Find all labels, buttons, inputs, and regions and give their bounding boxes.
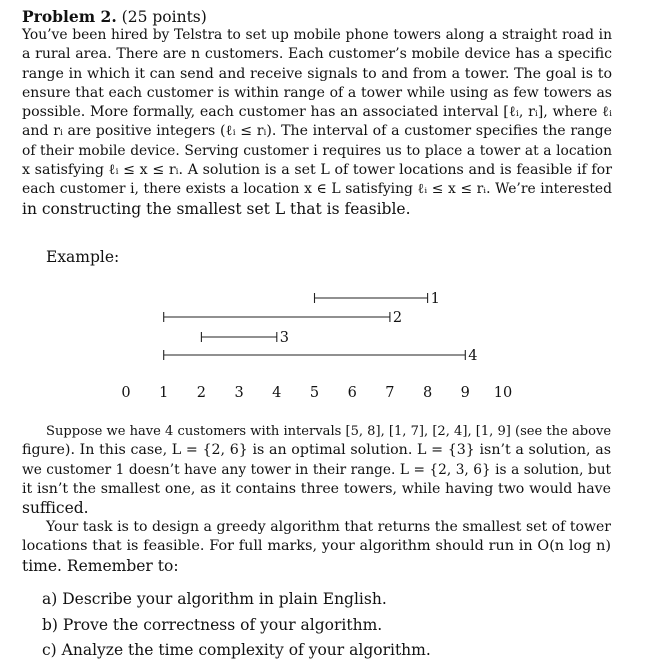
task-line: time. Remember to: (22, 556, 179, 575)
task-paragraph (22, 518, 611, 576)
axis-tick-label: 2 (196, 385, 207, 401)
example-label: Example: (46, 248, 120, 266)
intro-line: in constructing the smallest set L that is feasible. (22, 199, 411, 218)
interval-label: 2 (392, 310, 403, 326)
interval-figure (0, 280, 672, 405)
axis-tick-label: 7 (385, 385, 395, 401)
intro-line: a rural area. There are n customers. Each customer’s mobile device has a specific (22, 46, 612, 63)
task-item: a) Describe your algorithm in plain English. (42, 590, 387, 608)
intro-line: of their mobile device. Serving customer i requires us to place a tower at a location (22, 142, 612, 159)
intro-line: You’ve been hired by Telstra to set up mobile phone towers along a straight road in (22, 27, 612, 43)
task-line: Your task is to design a greedy algorithm that returns the smallest set of tower (46, 519, 611, 535)
interval-label: 1 (430, 291, 440, 307)
interval-4 (164, 348, 478, 364)
interval-2 (164, 310, 402, 326)
intro-line: range in which it can send and receive signals to and from a tower. The goal is to (22, 65, 612, 82)
problem-label: Problem 2. (22, 7, 117, 26)
interval-3 (201, 330, 289, 346)
interval-1 (315, 291, 440, 307)
example-line: we customer 1 doesn’t have any tower in their range. L = {2, 3, 6} is a solution, but (22, 461, 611, 478)
task-list (42, 587, 431, 664)
axis-tick-label: 1 (159, 385, 169, 401)
axis-tick-label: 4 (272, 385, 282, 401)
task-item: b) Prove the correctness of your algorithm. (42, 615, 383, 634)
axis-tick-label: 3 (234, 385, 244, 401)
intro-line: x satisfying ℓᵢ ≤ x ≤ rᵢ. A solution is a set L of tower locations and is feasible if for (22, 162, 612, 179)
problem-heading (22, 7, 207, 27)
intro-line: and rᵢ are positive integers (ℓᵢ ≤ rᵢ). The interval of a customer specifies the range (22, 123, 612, 140)
interval-label: 3 (279, 330, 290, 346)
interval-label: 4 (468, 348, 478, 364)
axis-tick-label: 10 (493, 385, 513, 401)
problem-points: (25 points) (121, 8, 207, 26)
example-line: Suppose we have 4 customers with intervals [5, 8], [1, 7], [2, 4], [1, 9] (see the above (46, 424, 612, 439)
example-line: figure). In this case, L = {2, 6} is an optimal solution. L = {3} isn’t a solution, as (22, 442, 611, 459)
task-line: locations that is feasible. For full marks, your algorithm should run in O(n log n) (22, 538, 611, 555)
intro-line: each customer i, there exists a location x ∈ L satisfying ℓᵢ ≤ x ≤ rᵢ. We’re interested (22, 181, 612, 198)
axis-tick-label: 8 (422, 385, 433, 401)
task-item: c) Analyze the time complexity of your algorithm. (42, 641, 431, 659)
axis-tick-label: 5 (309, 385, 320, 401)
intro-paragraph (22, 26, 612, 219)
intro-line: ensure that each customer is within range of a tower while using as few towers as (22, 84, 612, 101)
example-paragraph (22, 422, 611, 518)
axis-tick-label: 6 (347, 385, 357, 401)
intro-line: possible. More formally, each customer has an associated interval [ℓᵢ, rᵢ], where ℓᵢ (22, 104, 612, 121)
example-line: sufficed. (22, 499, 89, 518)
axis-tick-label: 0 (121, 385, 131, 401)
example-line: it isn’t the smallest one, as it contains three towers, while having two would have (22, 480, 611, 497)
axis-tick-label: 9 (460, 385, 470, 401)
